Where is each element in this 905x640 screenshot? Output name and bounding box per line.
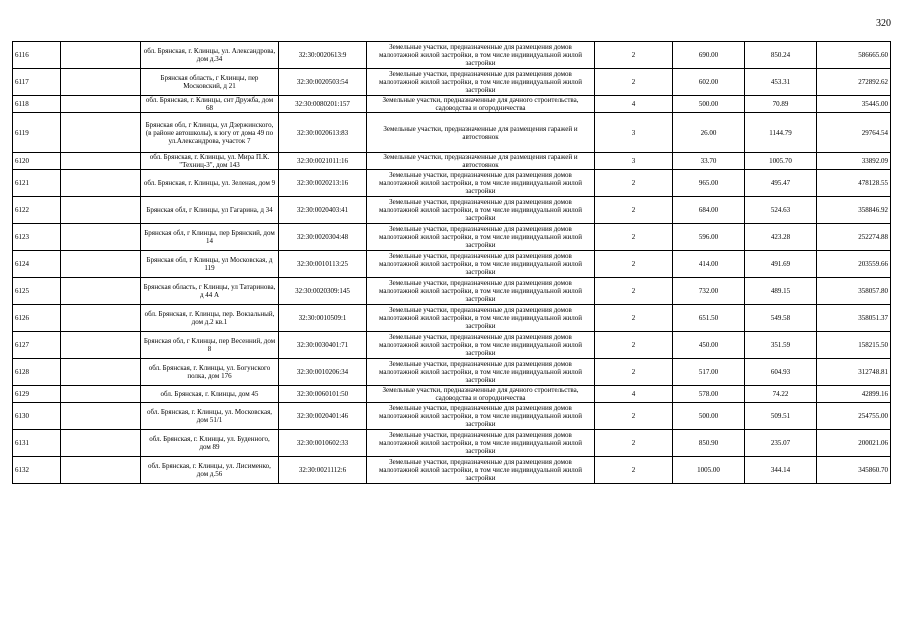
cadastral-number-cell: 32:30:0010509:1 (279, 305, 367, 332)
land-purpose-cell: Земельные участки, предназначенные для размещения домов малоэтажной жилой застройки, в том числе индивидуальной жилой застройки (367, 430, 595, 457)
row-number: 6117 (13, 69, 61, 96)
unit-price-cell: 453.31 (745, 69, 817, 96)
area-cell: 651.50 (673, 305, 745, 332)
category-cell: 2 (595, 430, 673, 457)
unit-price-cell: 235.07 (745, 430, 817, 457)
row-number: 6120 (13, 153, 61, 170)
unit-price-cell: 850.24 (745, 42, 817, 69)
blank-cell (61, 113, 141, 153)
blank-cell (61, 278, 141, 305)
area-cell: 414.00 (673, 251, 745, 278)
address-cell: Брянская обл, г Клинцы, ул Дзержинского, (в районе автошколы), к югу от дома 49 по ул.Александрова, участок 7 (141, 113, 279, 153)
unit-price-cell: 1144.79 (745, 113, 817, 153)
blank-cell (61, 96, 141, 113)
unit-price-cell: 604.93 (745, 359, 817, 386)
address-cell: обл. Брянская, г. Клинцы, ул. Московская, дом 51/1 (141, 403, 279, 430)
land-purpose-cell: Земельные участки, предназначенные для дачного строительства, садоводства и огородничества (367, 96, 595, 113)
land-purpose-cell: Земельные участки, предназначенные для размещения домов малоэтажной жилой застройки, в том числе индивидуальной жилой застройки (367, 224, 595, 251)
blank-cell (61, 170, 141, 197)
blank-cell (61, 42, 141, 69)
category-cell: 2 (595, 170, 673, 197)
area-cell: 578.00 (673, 386, 745, 403)
unit-price-cell: 489.15 (745, 278, 817, 305)
address-cell: обл. Брянская, г. Клинцы, ул. Мира П.К. "Техниц-3", дом 143 (141, 153, 279, 170)
total-value-cell: 358846.92 (817, 197, 891, 224)
row-number: 6118 (13, 96, 61, 113)
area-cell: 596.00 (673, 224, 745, 251)
cadastral-number-cell: 32:30:0020304:48 (279, 224, 367, 251)
area-cell: 517.00 (673, 359, 745, 386)
address-cell: обл. Брянская, г. Клинцы, пер. Вокзальный, дом д.2 кв.1 (141, 305, 279, 332)
row-number: 6122 (13, 197, 61, 224)
total-value-cell: 33892.09 (817, 153, 891, 170)
table-row (13, 153, 891, 170)
blank-cell (61, 457, 141, 484)
table-row (13, 359, 891, 386)
cadastral-number-cell: 32:30:0020613:83 (279, 113, 367, 153)
category-cell: 2 (595, 69, 673, 96)
cadastral-number-cell: 32:30:0010602:33 (279, 430, 367, 457)
category-cell: 2 (595, 332, 673, 359)
category-cell: 3 (595, 113, 673, 153)
blank-cell (61, 359, 141, 386)
table-row (13, 386, 891, 403)
unit-price-cell: 549.58 (745, 305, 817, 332)
area-cell: 1005.00 (673, 457, 745, 484)
unit-price-cell: 509.51 (745, 403, 817, 430)
address-cell: обл. Брянская, г. Клинцы, ул. Зеленая, дом 9 (141, 170, 279, 197)
category-cell: 2 (595, 278, 673, 305)
total-value-cell: 158215.50 (817, 332, 891, 359)
blank-cell (61, 305, 141, 332)
table-row (13, 113, 891, 153)
cadastral-number-cell: 32:30:0020309:145 (279, 278, 367, 305)
table-row (13, 96, 891, 113)
category-cell: 2 (595, 403, 673, 430)
table-row (13, 170, 891, 197)
table-row (13, 278, 891, 305)
unit-price-cell: 344.14 (745, 457, 817, 484)
unit-price-cell: 351.59 (745, 332, 817, 359)
table-body (13, 42, 891, 484)
unit-price-cell: 524.63 (745, 197, 817, 224)
table-row (13, 69, 891, 96)
blank-cell (61, 430, 141, 457)
area-cell: 500.00 (673, 403, 745, 430)
category-cell: 2 (595, 42, 673, 69)
total-value-cell: 42899.16 (817, 386, 891, 403)
blank-cell (61, 386, 141, 403)
area-cell: 965.00 (673, 170, 745, 197)
row-number: 6129 (13, 386, 61, 403)
table-row (13, 430, 891, 457)
category-cell: 4 (595, 386, 673, 403)
address-cell: Брянская область, г Клинцы, ул Татаринова, д 44 А (141, 278, 279, 305)
total-value-cell: 478128.55 (817, 170, 891, 197)
blank-cell (61, 224, 141, 251)
cadastral-number-cell: 32:30:0020403:41 (279, 197, 367, 224)
total-value-cell: 254755.00 (817, 403, 891, 430)
area-cell: 684.00 (673, 197, 745, 224)
unit-price-cell: 495.47 (745, 170, 817, 197)
land-purpose-cell: Земельные участки, предназначенные для размещения домов малоэтажной жилой застройки, в том числе индивидуальной жилой застройки (367, 197, 595, 224)
land-purpose-cell: Земельные участки, предназначенные для размещения домов малоэтажной жилой застройки, в том числе индивидуальной жилой застройки (367, 251, 595, 278)
category-cell: 2 (595, 359, 673, 386)
address-cell: Брянская обл, г Клинцы, ул Московская, д 119 (141, 251, 279, 278)
total-value-cell: 345860.70 (817, 457, 891, 484)
row-number: 6123 (13, 224, 61, 251)
area-cell: 33.70 (673, 153, 745, 170)
land-purpose-cell: Земельные участки, предназначенные для дачного строительства, садоводства и огородничества (367, 386, 595, 403)
land-purpose-cell: Земельные участки, предназначенные для размещения домов малоэтажной жилой застройки, в том числе индивидуальной жилой застройки (367, 170, 595, 197)
table-row (13, 457, 891, 484)
total-value-cell: 203559.66 (817, 251, 891, 278)
category-cell: 2 (595, 251, 673, 278)
total-value-cell: 358057.80 (817, 278, 891, 305)
row-number: 6121 (13, 170, 61, 197)
row-number: 6131 (13, 430, 61, 457)
land-purpose-cell: Земельные участки, предназначенные для размещения домов малоэтажной жилой застройки, в том числе индивидуальной жилой застройки (367, 305, 595, 332)
address-cell: Брянская область, г Клинцы, пер Московский, д 21 (141, 69, 279, 96)
area-cell: 450.00 (673, 332, 745, 359)
row-number: 6119 (13, 113, 61, 153)
row-number: 6116 (13, 42, 61, 69)
area-cell: 26.00 (673, 113, 745, 153)
cadastral-number-cell: 32:30:0030401:71 (279, 332, 367, 359)
address-cell: обл. Брянская, г. Клинцы, ул. Буденного, дом 89 (141, 430, 279, 457)
land-registry-table (12, 41, 891, 484)
land-purpose-cell: Земельные участки, предназначенные для размещения домов малоэтажной жилой застройки, в том числе индивидуальной жилой застройки (367, 69, 595, 96)
unit-price-cell: 74.22 (745, 386, 817, 403)
total-value-cell: 358051.37 (817, 305, 891, 332)
cadastral-number-cell: 32:30:0010113:25 (279, 251, 367, 278)
total-value-cell: 29764.54 (817, 113, 891, 153)
unit-price-cell: 70.89 (745, 96, 817, 113)
table-row (13, 403, 891, 430)
row-number: 6126 (13, 305, 61, 332)
blank-cell (61, 332, 141, 359)
cadastral-number-cell: 32:30:0021112:6 (279, 457, 367, 484)
cadastral-number-cell: 32:30:0020613:9 (279, 42, 367, 69)
total-value-cell: 35445.00 (817, 96, 891, 113)
area-cell: 500.00 (673, 96, 745, 113)
address-cell: обл. Брянская, г. Клинцы, снт Дружба, дом 68 (141, 96, 279, 113)
address-cell: Брянская обл, г Клинцы, пер Брянский, дом 14 (141, 224, 279, 251)
row-number: 6128 (13, 359, 61, 386)
address-cell: Брянская обл, г Клинцы, ул Гагарина, д 34 (141, 197, 279, 224)
category-cell: 3 (595, 153, 673, 170)
address-cell: обл. Брянская, г. Клинцы, ул. Лисименко, дом д.56 (141, 457, 279, 484)
area-cell: 732.00 (673, 278, 745, 305)
area-cell: 690.00 (673, 42, 745, 69)
blank-cell (61, 197, 141, 224)
row-number: 6125 (13, 278, 61, 305)
table-row (13, 42, 891, 69)
unit-price-cell: 1005.70 (745, 153, 817, 170)
cadastral-number-cell: 32:30:0020503:54 (279, 69, 367, 96)
land-purpose-cell: Земельные участки, предназначенные для размещения домов малоэтажной жилой застройки, в том числе индивидуальной жилой застройки (367, 457, 595, 484)
category-cell: 2 (595, 305, 673, 332)
total-value-cell: 272892.62 (817, 69, 891, 96)
blank-cell (61, 153, 141, 170)
total-value-cell: 252274.88 (817, 224, 891, 251)
land-purpose-cell: Земельные участки, предназначенные для размещения гаражей и автостоянок (367, 153, 595, 170)
blank-cell (61, 403, 141, 430)
row-number: 6127 (13, 332, 61, 359)
cadastral-number-cell: 32:30:0010206:34 (279, 359, 367, 386)
total-value-cell: 586665.60 (817, 42, 891, 69)
category-cell: 2 (595, 224, 673, 251)
cadastral-number-cell: 32:30:0021011:16 (279, 153, 367, 170)
address-cell: обл. Брянская, г. Клинцы, ул. Александрова, дом д.34 (141, 42, 279, 69)
table-row (13, 251, 891, 278)
cadastral-number-cell: 32:30:0080201:157 (279, 96, 367, 113)
cadastral-number-cell: 32:30:0060101:50 (279, 386, 367, 403)
total-value-cell: 200021.06 (817, 430, 891, 457)
area-cell: 850.90 (673, 430, 745, 457)
category-cell: 2 (595, 457, 673, 484)
address-cell: обл. Брянская, г. Клинцы, дом 45 (141, 386, 279, 403)
category-cell: 4 (595, 96, 673, 113)
row-number: 6124 (13, 251, 61, 278)
page-number: 320 (876, 18, 891, 29)
unit-price-cell: 491.69 (745, 251, 817, 278)
area-cell: 602.00 (673, 69, 745, 96)
row-number: 6130 (13, 403, 61, 430)
address-cell: обл. Брянская, г. Клинцы, ул. Богунского полка, дом 176 (141, 359, 279, 386)
table-row (13, 332, 891, 359)
land-purpose-cell: Земельные участки, предназначенные для размещения домов малоэтажной жилой застройки, в том числе индивидуальной жилой застройки (367, 403, 595, 430)
land-purpose-cell: Земельные участки, предназначенные для размещения домов малоэтажной жилой застройки, в том числе индивидуальной жилой застройки (367, 359, 595, 386)
blank-cell (61, 251, 141, 278)
table-row (13, 305, 891, 332)
cadastral-number-cell: 32:30:0020401:46 (279, 403, 367, 430)
land-purpose-cell: Земельные участки, предназначенные для размещения гаражей и автостоянок (367, 113, 595, 153)
land-purpose-cell: Земельные участки, предназначенные для размещения домов малоэтажной жилой застройки, в том числе индивидуальной жилой застройки (367, 332, 595, 359)
land-purpose-cell: Земельные участки, предназначенные для размещения домов малоэтажной жилой застройки, в том числе индивидуальной жилой застройки (367, 278, 595, 305)
land-purpose-cell: Земельные участки, предназначенные для размещения домов малоэтажной жилой застройки, в том числе индивидуальной жилой застройки (367, 42, 595, 69)
unit-price-cell: 423.28 (745, 224, 817, 251)
total-value-cell: 312748.81 (817, 359, 891, 386)
table-row (13, 197, 891, 224)
address-cell: Брянская обл, г Клинцы, пер Весенний, дом 8 (141, 332, 279, 359)
blank-cell (61, 69, 141, 96)
table-row (13, 224, 891, 251)
cadastral-number-cell: 32:30:0020213:16 (279, 170, 367, 197)
row-number: 6132 (13, 457, 61, 484)
category-cell: 2 (595, 197, 673, 224)
